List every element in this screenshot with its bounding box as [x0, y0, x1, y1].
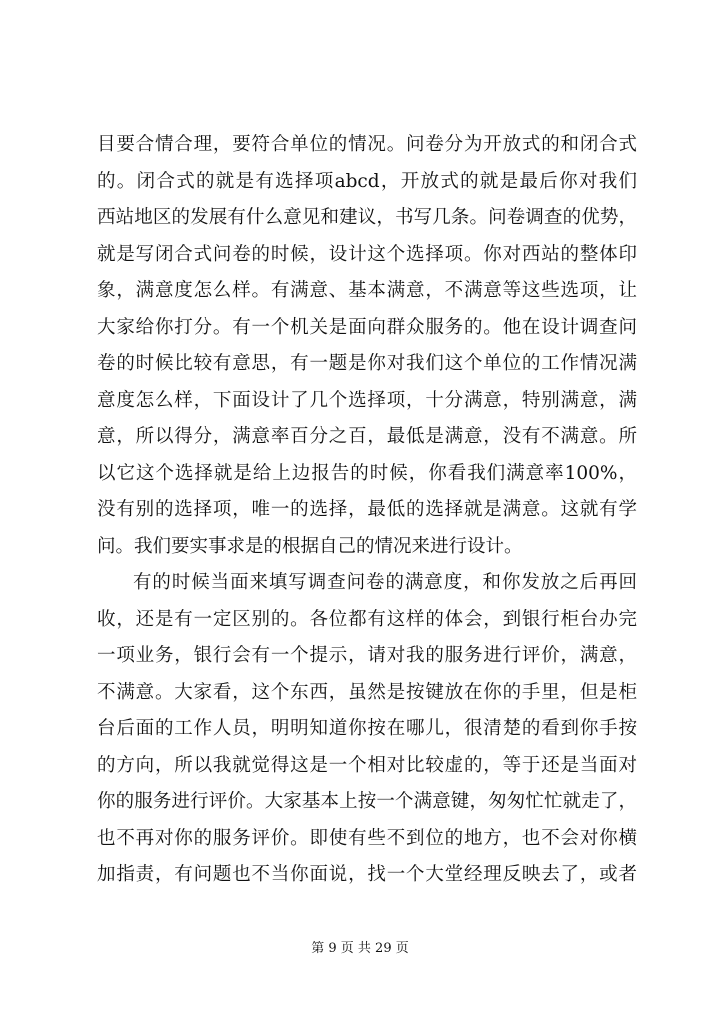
text-line: 就是写闭合式问卷的时候，设计这个选择项。你对西站的整体印 — [97, 243, 637, 265]
text-line: 象，满意度怎么样。有满意、基本满意，不满意等这些选项，让 — [97, 280, 637, 301]
text-line: 问。我们要实事求是的根据自己的情况来进行设计。 — [97, 535, 523, 557]
page-footer — [0, 937, 720, 956]
text-line: 意，所以得分，满意率百分之百，最低是满意，没有不满意。所 — [97, 426, 637, 447]
text-line: 没有别的选择项，唯一的选择，最低的选择就是满意。这就有学 — [97, 499, 637, 520]
page-number-label: 第 9 页 共 29 页 — [311, 941, 409, 956]
text-line: 西站地区的发展有什么意见和建议，书写几条。问卷调查的优势， — [97, 207, 637, 228]
text-line: 台后面的工作人员，明明知道你按在哪儿，很清楚的看到你手按 — [97, 718, 637, 739]
text-line: 有的时候当面来填写调查问卷的满意度，和你发放之后再回 — [133, 572, 637, 593]
text-line: 目要合情合理，要符合单位的情况。问卷分为开放式的和闭合式 — [97, 134, 637, 155]
text-line: 卷的时候比较有意思，有一题是你对我们这个单位的工作情况满 — [97, 353, 637, 374]
text-line: 大家给你打分。有一个机关是面向群众服务的。他在设计调查问 — [97, 316, 637, 338]
text-line: 一项业务，银行会有一个提示，请对我的服务进行评价，满意， — [97, 645, 637, 666]
text-line: 以它这个选择就是给上边报告的时候，你看我们满意率100%， — [97, 462, 637, 484]
text-line: 也不再对你的服务评价。即使有些不到位的地方，也不会对你横 — [97, 827, 637, 849]
text-line: 的方向，所以我就觉得这是一个相对比较虚的，等于还是当面对 — [97, 754, 637, 776]
text-line: 加指责，有问题也不当你面说，找一个大堂经理反映去了，或者 — [97, 864, 637, 885]
text-line: 你的服务进行评价。大家基本上按一个满意键，匆匆忙忙就走了， — [97, 791, 637, 812]
text-line: 的。闭合式的就是有选择项abcd，开放式的就是最后你对我们 — [97, 170, 637, 192]
text-line: 收，还是有一定区别的。各位都有这样的体会，到银行柜台办完 — [97, 608, 637, 630]
text-line: 不满意。大家看，这个东西，虽然是按键放在你的手里，但是柜 — [97, 681, 637, 703]
text-line: 意度怎么样，下面设计了几个选择项，十分满意，特别满意，满 — [97, 389, 637, 411]
body-text — [97, 127, 637, 894]
